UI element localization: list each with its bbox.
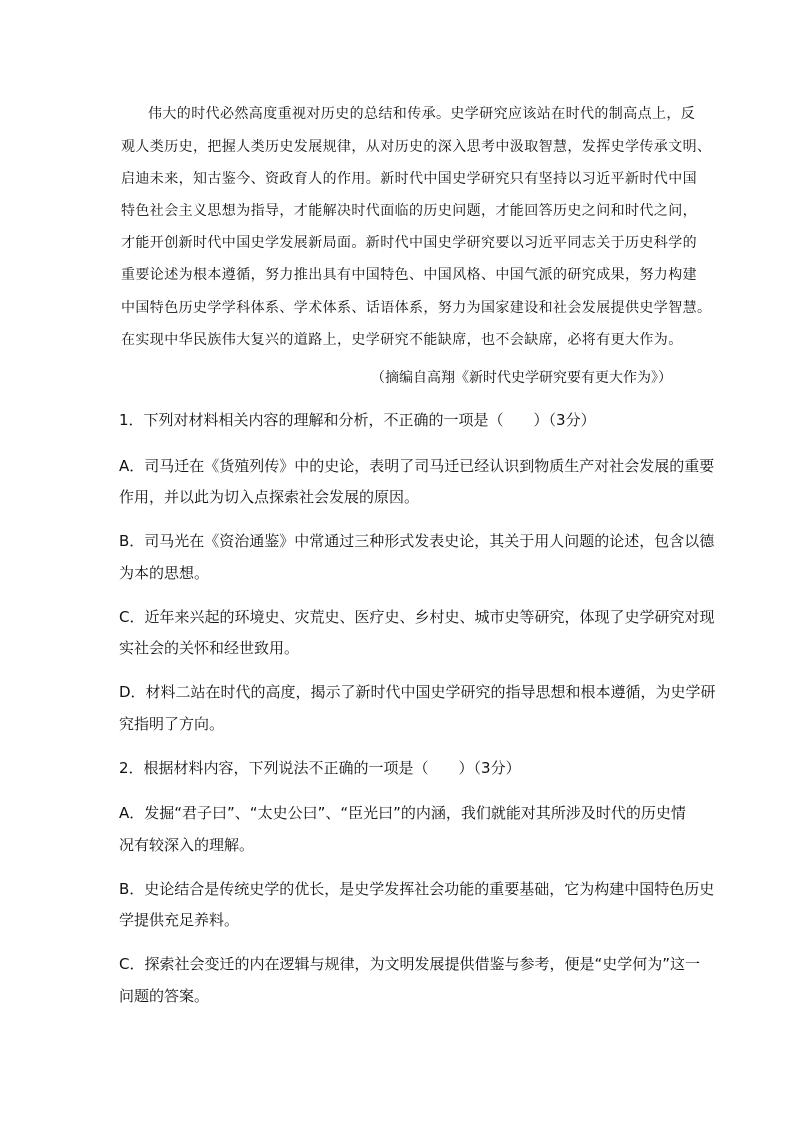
passage-line: 启迪未来，知古鉴今、资政育人的作用。新时代中国史学研究只有坚持以习近平新时代中国 (121, 171, 697, 187)
option-b-line: B．史论结合是传统史学的优长，是史学发挥社会功能的重要基础，它为构建中国特色历史 (119, 880, 715, 898)
passage-source: （摘编自高翔《新时代史学研究要有更大作为》） (371, 370, 672, 386)
option-a-line: 况有较深入的理解。 (119, 836, 255, 854)
option-b-line: 学提供充足养料。 (119, 911, 240, 929)
option-a-line: 作用，并以此为切入点探索社会发展的原因。 (119, 488, 420, 506)
option-a-line: A．发掘“君子曰”、“太史公曰”、“臣光曰”的内涵，我们就能对其所涉及时代的历史情 (119, 804, 686, 822)
option-c-line: 问题的答案。 (119, 987, 210, 1005)
passage-line: 重要论述为根本遵循，努力推出具有中国特色、中国风格、中国气派的研究成果，努力构建 (121, 267, 697, 283)
question-stem: 1．下列对材料相关内容的理解和分析，不正确的一项是（ ）（3分） (119, 411, 596, 429)
option-a-line: A．司马迁在《货殖列传》中的史论，表明了司马迁已经认识到物质生产对社会发展的重要 (119, 457, 715, 475)
option-c-line: C．近年来兴起的环境史、灾荒史、医疗史、乡村史、城市史等研究，体现了史学研究对现 (119, 608, 715, 626)
passage-line: 伟大的时代必然高度重视对历史的总结和传承。史学研究应该站在时代的制高点上，反 (148, 106, 696, 122)
option-d-line: D．材料二站在时代的高度，揭示了新时代中国史学研究的指导思想和根本遵循，为史学研 (119, 683, 716, 701)
passage-line: 才能开创新时代中国史学发展新局面。新时代中国史学研究要以习近平同志关于历史科学的 (121, 235, 697, 251)
passage-line: 观人类历史，把握人类历史发展规律，从对历史的深入思考中汲取智慧，发挥史学传承文明、 (121, 139, 712, 155)
passage-line: 特色社会主义思想为指导，才能解决时代面临的历史问题，才能回答历史之问和时代之问， (121, 203, 697, 219)
option-c-line: 实社会的关怀和经世致用。 (119, 639, 300, 657)
option-b-line: 为本的思想。 (119, 564, 210, 582)
option-c-line: C．探索社会变迁的内在逻辑与规律，为文明发展提供借鉴与参考，便是“史学何为”这一 (119, 955, 701, 973)
option-b-line: B．司马光在《资治通鉴》中常通过三种形式发表史论，其关于用人问题的论述，包含以德 (119, 532, 715, 550)
passage-line: 中国特色历史学学科体系、学术体系、话语体系，努力为国家建设和社会发展提供史学智慧。 (121, 300, 712, 316)
question-stem: 2．根据材料内容，下列说法不正确的一项是（ ）（3分） (119, 759, 521, 777)
option-d-line: 究指明了方向。 (119, 715, 225, 733)
passage-line: 在实现中华民族伟大复兴的道路上，史学研究不能缺席，也不会缺席，必将有更大作为。 (121, 332, 683, 348)
